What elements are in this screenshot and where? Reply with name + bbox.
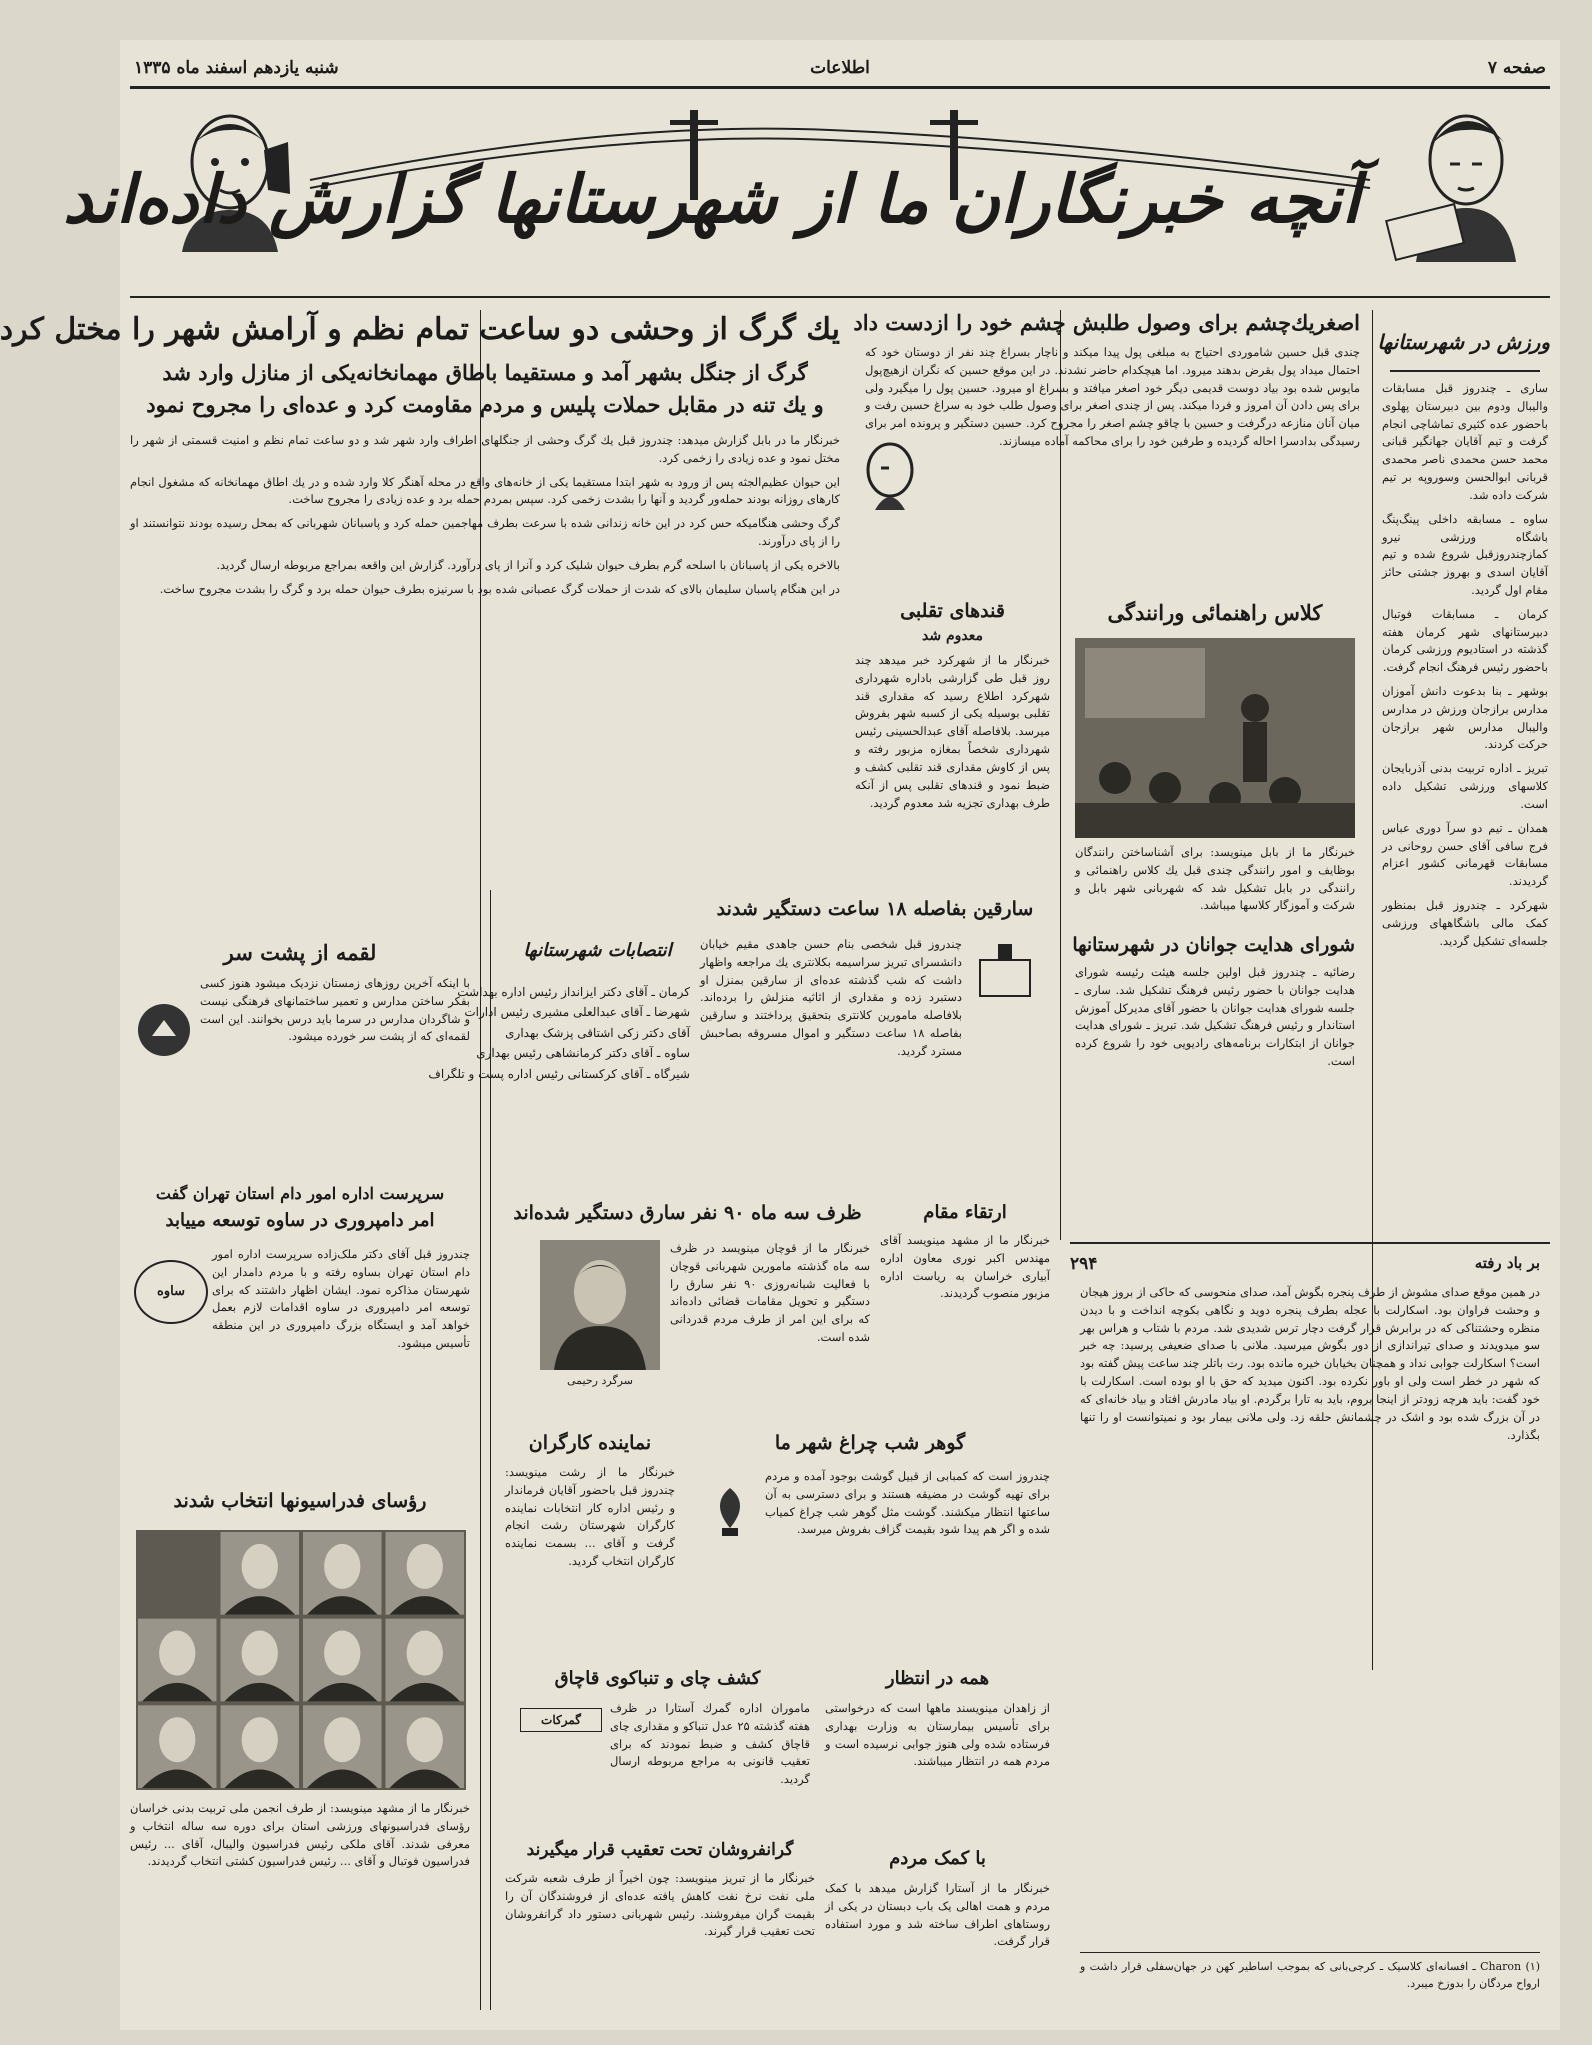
officer-portrait-caption: سرگرد رحیمی bbox=[567, 1374, 633, 1387]
federation-heads-photo-grid bbox=[136, 1530, 466, 1790]
masthead-title: آنچه خبرنگاران ما از شهرستانها گزارش داده‌اند bbox=[63, 160, 1360, 238]
appointment-entry: ساوه ـ آقای دکتر کرمانشاهی رئیس بهداری bbox=[476, 1046, 690, 1061]
waiting-headline: همه در انتظار bbox=[885, 1668, 990, 1689]
sports-item: ساوه ـ مسابقه داخلی پینگ‌پنگ باشگاه ورزشی نیرو کمازچندروزقبل شروع شده و تیم آقایان اسدی و بهروز جشتی حائز مقام اول گردید. bbox=[1382, 511, 1548, 597]
federation-head-portrait bbox=[221, 1619, 300, 1702]
youth-council-body: رضائیه ـ چندروز قبل اولین جلسه هیئت رئیسه شورای هدایت جوانان با حضور رئیس فرهنگ تشکیل شد. ساری ـ جلسه شورای هدایت جوانان با حضور آقای مدیرکل آموزش استاندار و رئیس فرهنگ تشکیل شد. تبریز ـ شورای هدایت جوانان از ابتکارات برنامه‌های رادیویی خود را شروع کرده است. bbox=[1075, 965, 1355, 1069]
federation-head-portrait bbox=[221, 1532, 300, 1615]
wolf-paragraph: در این هنگام پاسبان سلیمان بالای که شدت از حملات گرگ عصبانی شده بود با سرنیزه بطرف حیوان حمله برد و گرگ را بشدت مجروح ساخت. bbox=[159, 581, 840, 596]
gohar-headline: گوهر شب چراغ شهر ما bbox=[774, 1432, 966, 1454]
wolf-subhead-1: گرگ از جنگل بشهر آمد و مستقیما باطاق مهمانخانه‌یکی از منازل وارد شد bbox=[162, 360, 808, 385]
sports-item: ساری ـ چندروز قبل مسابقات والیبال ودوم بین دبیرستان پهلوی باحضور عده کثیری تماشاچی انجام گرفت و تیم آقایان جهانگیر قبانی محمد حسن محمدی ناصر محمدی قربانی ابوالحسن وسوروپه بر تیم شرکت داده شد. bbox=[1382, 381, 1548, 502]
help-headline: با کمک مردم bbox=[889, 1848, 986, 1869]
writing-reporter-illustration bbox=[1380, 102, 1540, 262]
appointment-entry: آقای دکتر زکی اشتاقی پزشک بهداری bbox=[505, 1025, 690, 1040]
masthead-rule bbox=[130, 296, 1550, 298]
youth-council-headline: شورای هدایت جوانان در شهرستانها bbox=[1072, 934, 1355, 956]
customs-logo: گمرکات bbox=[520, 1708, 602, 1732]
gohar-body: چندروز است که کمبابی از قبیل گوشت بوجود آمده و مردم برای تهیه گوشت در مضیقه هستند و برای دسترسی به آن ساعتها انتظار میکشند. گوشت مثل گوهر شب چراغ کمیاب شده و اگر هم پیدا شود بقیمت گزاف بفروش میرسد. bbox=[765, 1469, 1050, 1537]
profiteers-headline: گرانفروشان تحت تعقیب قرار میگیرند bbox=[526, 1840, 794, 1860]
ninety-thieves-body: خبرنگار ما از قوچان مینویسد در ظرف سه ماه گذشته مامورین شهربانی قوچان با فعالیت شبانه‌روزی ۹۰ نفر سارق را دستگیر و تحویل مقامات قضائی داده‌اند که برای این امر از طرف مردم قدردانی شده است. bbox=[670, 1241, 870, 1345]
wolf-headline: یك گرگ از وحشی دو ساعت تمام نظم و آرامش شهر را مختل کرد bbox=[0, 312, 840, 347]
help-body: خبرنگار ما از آستارا گزارش میدهد با کمک مردم و همت اهالی یک باب دبستان در یکی از روستاهای اطراف ساخته شد و مورد استفاده قرار گرفت. bbox=[825, 1881, 1050, 1949]
appointment-entry: شهرضا ـ آقای عبدالعلی مشیری رئیس ادارات bbox=[464, 1005, 690, 1020]
federation-head-portrait bbox=[303, 1619, 382, 1702]
federations-headline: رؤسای فدراسیونها انتخاب شدند bbox=[173, 1490, 427, 1512]
sugar-body: خبرنگار ما از شهرکرد خبر میدهد چند روز قبل طی گزارشی باداره شهرداری شهرکرد اطلاع رسید که مقداری قند تقلبی بوسیله یکی از کسبه شهر بفروش میرسد. بلافاصله آقای عبدالحسینی رئیس شهرداری شخصاً بمغازه مزبور رفته و پس از کاوش مقداری قند تقلبی کشف و ضبط نمود و قندهای تقلبی پس از آنکه طرف بهداری تجزیه شد معدوم گردید. bbox=[855, 653, 1050, 810]
promotion-body: خبرنگار ما از مشهد مینویسد آقای مهندس اکبر نوری معاون اداره آبیاری خراسان به ریاست اداره مزبور منصوب گردیدند. bbox=[880, 1233, 1050, 1301]
sports-item: تبریز ـ اداره تربیت بدنی آذربایجان کلاسهای ورزشی تشکیل داده است. bbox=[1382, 761, 1548, 811]
federations-body: خبرنگار ما از مشهد مینویسد: از طرف انجمن ملی تربیت بدنی خراسان رؤسای فدراسیونهای ورزشی استان برای دوره سه ساله انتخاب و معرفی شدند. آقای ملکی رئیس فدراسیون والیبال، آقای ... رئیس فدراسیون فوتبال و آقای ... رئیس فدراسیون کشتی انتخاب گردیدند. bbox=[130, 1801, 470, 1869]
serial-title: بر باد رفته bbox=[1474, 1254, 1540, 1272]
class-headline: کلاس راهنمائی ورانندگی bbox=[1107, 600, 1323, 625]
eye-story-illustration bbox=[855, 440, 925, 520]
federation-head-portrait bbox=[386, 1532, 465, 1615]
workers-rep-headline: نماینده کارگران bbox=[528, 1432, 652, 1454]
sports-column-logo: ورزش در شهرستانها bbox=[1377, 330, 1550, 354]
saveh-subhead: امر دامپروری در ساوه توسعه مییابد bbox=[165, 1210, 435, 1231]
serial-footnote-rule bbox=[1080, 1952, 1540, 1953]
federation-head-portrait bbox=[138, 1619, 217, 1702]
federation-head-portrait bbox=[386, 1705, 465, 1788]
saveh-body: چندروز قبل آقای دکتر ملک‌زاده سرپرست اداره امور دام استان تهران بساوه رفته و با مردم دامدار این شهرستان مذاکره نمود. ایشان اظهار داشتند که برای توسعه امر دامپروری در ساوه اقدامات لازم بعمل خواهد آمد و ایستگاه بزرگ دامپروری در این منطقه تأسیس میشود. bbox=[212, 1247, 470, 1351]
promotion-headline: ارتقاء مقام bbox=[923, 1202, 1007, 1223]
lamp-illustration bbox=[700, 1480, 760, 1540]
ninety-thieves-headline: ظرف سه ماه ۹۰ نفر سارق دستگیر شده‌اند bbox=[513, 1202, 862, 1224]
wolf-paragraph: خبرنگار ما در بابل گزارش میدهد: چندروز قبل یك گرگ وحشی از جنگلهای اطراف وارد شهر شد و دو ساعت تمام نظم و امنیت قسمتی از شهر را مختل نمود و عده زیادی را زخمی کرد. bbox=[130, 433, 840, 465]
sports-item: شهرکرد ـ چندروز قبل بمنظور کمک مالی باشگاههای ورزشی جلسه‌ای تشکیل گردید. bbox=[1382, 897, 1548, 948]
thieves-body: چندروز قبل شخصی بنام حسن جاهدی مقیم خیابان دانشسرای تبریز سراسیمه بکلانتری یك مراجعه واظهار داشت که شب گذشته عده‌ای از سارقین بمنزل او دستبرد زده و مقداری از اثاثیه منزلش را برده‌اند. بلافاصله مامورین کلانتری بتحقیق پرداختند و سارقین بفاصله ۱۸ ساعت دستگیر و اموال مسروقه بصاحبش مسترد گردید. bbox=[700, 937, 962, 1058]
page-number: صفحه ۷ bbox=[1487, 58, 1546, 78]
appointment-entry: شیرگاه ـ آقای کرکستانی رئیس اداره پست و تلگراف bbox=[428, 1066, 690, 1081]
hand-body: با اینکه آخرین روزهای زمستان نزدیک میشود هنوز کسی بفکر ساختن مدارس و تعمیر ساختمانهای فرهنگی نیست و شاگردان مدارس در سرما باید درس بخوانند. این است لقمه‌ای که از پشت سر خورده میشود. bbox=[200, 976, 470, 1044]
sports-item: کرمان ـ مسابقات فوتبال دبیرستانهای شهر کرمان هفته گذشته در استادیوم ورزشی کرمان باحضور رئیس فرهنگ انجام گرفت. bbox=[1382, 606, 1548, 675]
federation-head-portrait bbox=[303, 1705, 382, 1788]
wolf-paragraph: این حیوان عظیم‌الجثه پس از ورود به شهر ابتدا مستقیما یکی از خانه‌های واقع در محله آهنگر کلا وارد شده و در یك اطاق مهمانخانه که مشغول انجام کارهای روزانه بودند حمله‌ور گردید و آنها را بشدت زخمی کرد. سپس بمردم حمله برد و عده زیادی را مجروح ساخت. bbox=[130, 474, 840, 507]
federation-head-portrait bbox=[138, 1705, 217, 1788]
class-caption: خبرنگار ما از بابل مینویسد: برای آشناساختن رانندگان بوظایف و امور رانندگی چندی قبل یك کلاس راهنمائی و رانندگی در بابل تشکیل شد که شهربانی شهر بابل و شرکت و آموزگار کلاسها میباشد. bbox=[1075, 845, 1355, 913]
serial-top-rule bbox=[1070, 1242, 1550, 1244]
wolf-paragraph: گرگ وحشی هنگامیکه حس کرد در این خانه زندانی شده با سرعت بطرف مهاجمین حمله کرد و پاسبانان شهربانی که بمحل رسیده بودند نتوانستند او را از پای درآورند. bbox=[130, 516, 840, 549]
saveh-logo: ساوه bbox=[134, 1260, 208, 1324]
serial-number: ۲۹۴ bbox=[1070, 1254, 1098, 1274]
sports-logo-rule bbox=[1390, 370, 1540, 372]
eye-story-headline: اصغریك‌چشم برای وصول طلبش چشم خود را ازدست داد bbox=[853, 310, 1360, 335]
sports-column bbox=[1382, 380, 1548, 1220]
federation-head-portrait bbox=[303, 1532, 382, 1615]
header-rule bbox=[130, 86, 1550, 89]
hand-illustration bbox=[134, 1000, 194, 1060]
wolf-paragraph: بالاخره یکی از پاسبانان با اسلحه گرم بطرف حیوان شلیک کرد و آنرا از پای درآورد. گزارش این واقعه بمراجع مربوطه ارسال گردید. bbox=[216, 557, 840, 572]
thieves-headline: سارقین بفاصله ۱۸ ساعت دستگیر شدند bbox=[716, 898, 1034, 920]
waiting-body: از زاهدان مینویسند ماهها است که درخواستی برای تأسیس بیمارستان به وزارت بهداری فرستاده شده ولی هنوز جوابی نرسیده است و مردم همه در انتظار میباشند. bbox=[825, 1701, 1050, 1769]
tabriz-emblem-illustration bbox=[970, 940, 1040, 1000]
issue-date: شنبه یازدهم اسفند ماه ۱۳۳۵ bbox=[134, 58, 339, 78]
newspaper-page bbox=[0, 40, 1560, 2030]
eye-story-body: چندی قبل حسین شاموردی احتیاج به مبلغی پول پیدا میکند و ناچار بسراغ چند نفر از دوستان خود که احتمال میداد پول بقرض بدهند میرود. اما هیچکدام حاضر نشدند. در این موقع حسین که نگران ازهیچ‌پول مایوس شده بود بیاد دوست قدیمی دیگر خود اصغر میافتد و بسراغ او میرود. حسین پول را میگیرد ولی برای پس دادن آن امروز و فردا میکند. پس از چندی اصغر برای وصول طلب خود به سراغ حسین رفت و میان آنان منازعه درگرفت و حسین با چاقو چشم اصغر را مجروح کرد. حسین دستگیر و پرونده امر برای رسیدگی بدادسرا احاله گردیده و طرفین خود را برای محاکمه آماده میسازند. bbox=[865, 345, 1360, 449]
wolf-subhead-2: و یك تنه در مقابل حملات پلیس و مردم مقاومت کرد و عده‌ای را مجروح نمود bbox=[146, 392, 824, 417]
officer-portrait bbox=[540, 1240, 660, 1370]
wolf-body bbox=[130, 432, 840, 902]
appointments-logo: انتصابات شهرستانها bbox=[523, 940, 672, 961]
sugar-subhead: معدوم شد bbox=[922, 628, 983, 644]
profiteers-body: خبرنگار ما از تبریز مینویسد: چون اخیراً از طرف شعبه شرکت ملی نفت نرخ نفت کاهش یافته عده‌ای از فروشندگان آن را بقیمت گران میفروشند. رئیس شهربانی دستور داد گرانفروشان تحت تعقیب قرار گیرند. bbox=[505, 1871, 815, 1939]
federation-head-portrait bbox=[221, 1705, 300, 1788]
workers-rep-body: خبرنگار ما از رشت مینویسد: چندروز قبل باحضور آقایان فرماندار و رئیس اداره کار انتخابات نماینده کارگران شهرستان رشت انجام گرفت و آقای ... بسمت نماینده کارگران انتخاب گردید. bbox=[505, 1465, 675, 1569]
federation-head-portrait bbox=[386, 1619, 465, 1702]
paper-name: اطلاعات bbox=[810, 58, 870, 78]
sports-item: همدان ـ تیم دو سرآ دوری عباس فرج سافی آقای حسن روحانی در مسابقات قهرمانی کشور اعزام گردیدند. bbox=[1382, 820, 1548, 889]
smuggling-body: ماموران اداره گمرك آستارا در ظرف هفته گذشته ۲۵ عدل تنباکو و مقداری چای قاچاق کشف و ضبط نمودند که برای تعقیب قانونی به مراجع مربوطه ارسال گردید. bbox=[610, 1701, 810, 1787]
sugar-headline: قندهای تقلبی bbox=[900, 600, 1005, 622]
saveh-headline: سرپرست اداره امور دام استان تهران گفت bbox=[155, 1184, 445, 1203]
driving-class-photo bbox=[1075, 638, 1355, 838]
smuggling-headline: کشف چای و تنباکوی قاچاق bbox=[554, 1668, 761, 1689]
serial-footnote: (۱) Charon ـ افسانه‌ای کلاسیک ـ کرجی‌بانی که بموجب اساطیر کهن در جهان‌سفلی قرار داشت و ارواح مردگان را بدوزخ میبرد. bbox=[1080, 1960, 1540, 1991]
sports-item: بوشهر ـ بنا بدعوت دانش آموزان مدارس برازجان ورزش در مدارس والیبال مدارس شهر برازجان حرکت کردند. bbox=[1382, 684, 1548, 752]
appointments-list bbox=[428, 982, 690, 1084]
serial-body: در همین موقع صدای مشوش از طرف پنجره بگوش آمد، صدای منحوسی که حاکی از بروز هیجان و وحشت فراوان بود. اسکارلت با عجله بطرف پنجره دوید و نگاهی بکوچه انداخت و با دیدن منظره وحشتناکی که در برابرش قرار گرفت دچار ترس شدیدی شد. مردم با شتاب و هراس بهر سو میدویدند و صدای تیراندازی از دور بگوش میرسید. ملانی با صدای ضعیفی پرسید: چه خبر است؟ اسکارلت جوابی نداد و همچنان بخیابان خیره مانده بود. رت باتلر چند ساعت پیش گفته بود که شهر در خطر است ولی او باور نکرده بود. اکنون میدید که حق با او بوده است. اسکارلت با خود گفت: باید هرچه زودتر از اینجا بروم، باید به تارا برگردم. او بیاد مادرش افتاد و بیاد خانه‌ای که در آن بزرگ شده بود و اشک در چشمانش حلقه زد. ولی ملانی بیمار بود و نمیتوانست او را تنها بگذارد. bbox=[1080, 1285, 1540, 1442]
hand-headline: لقمه از پشت سر bbox=[223, 940, 377, 965]
appointment-entry: کرمان ـ آقای دکتر ایزانداز رئیس اداره بهداشت bbox=[457, 985, 690, 999]
